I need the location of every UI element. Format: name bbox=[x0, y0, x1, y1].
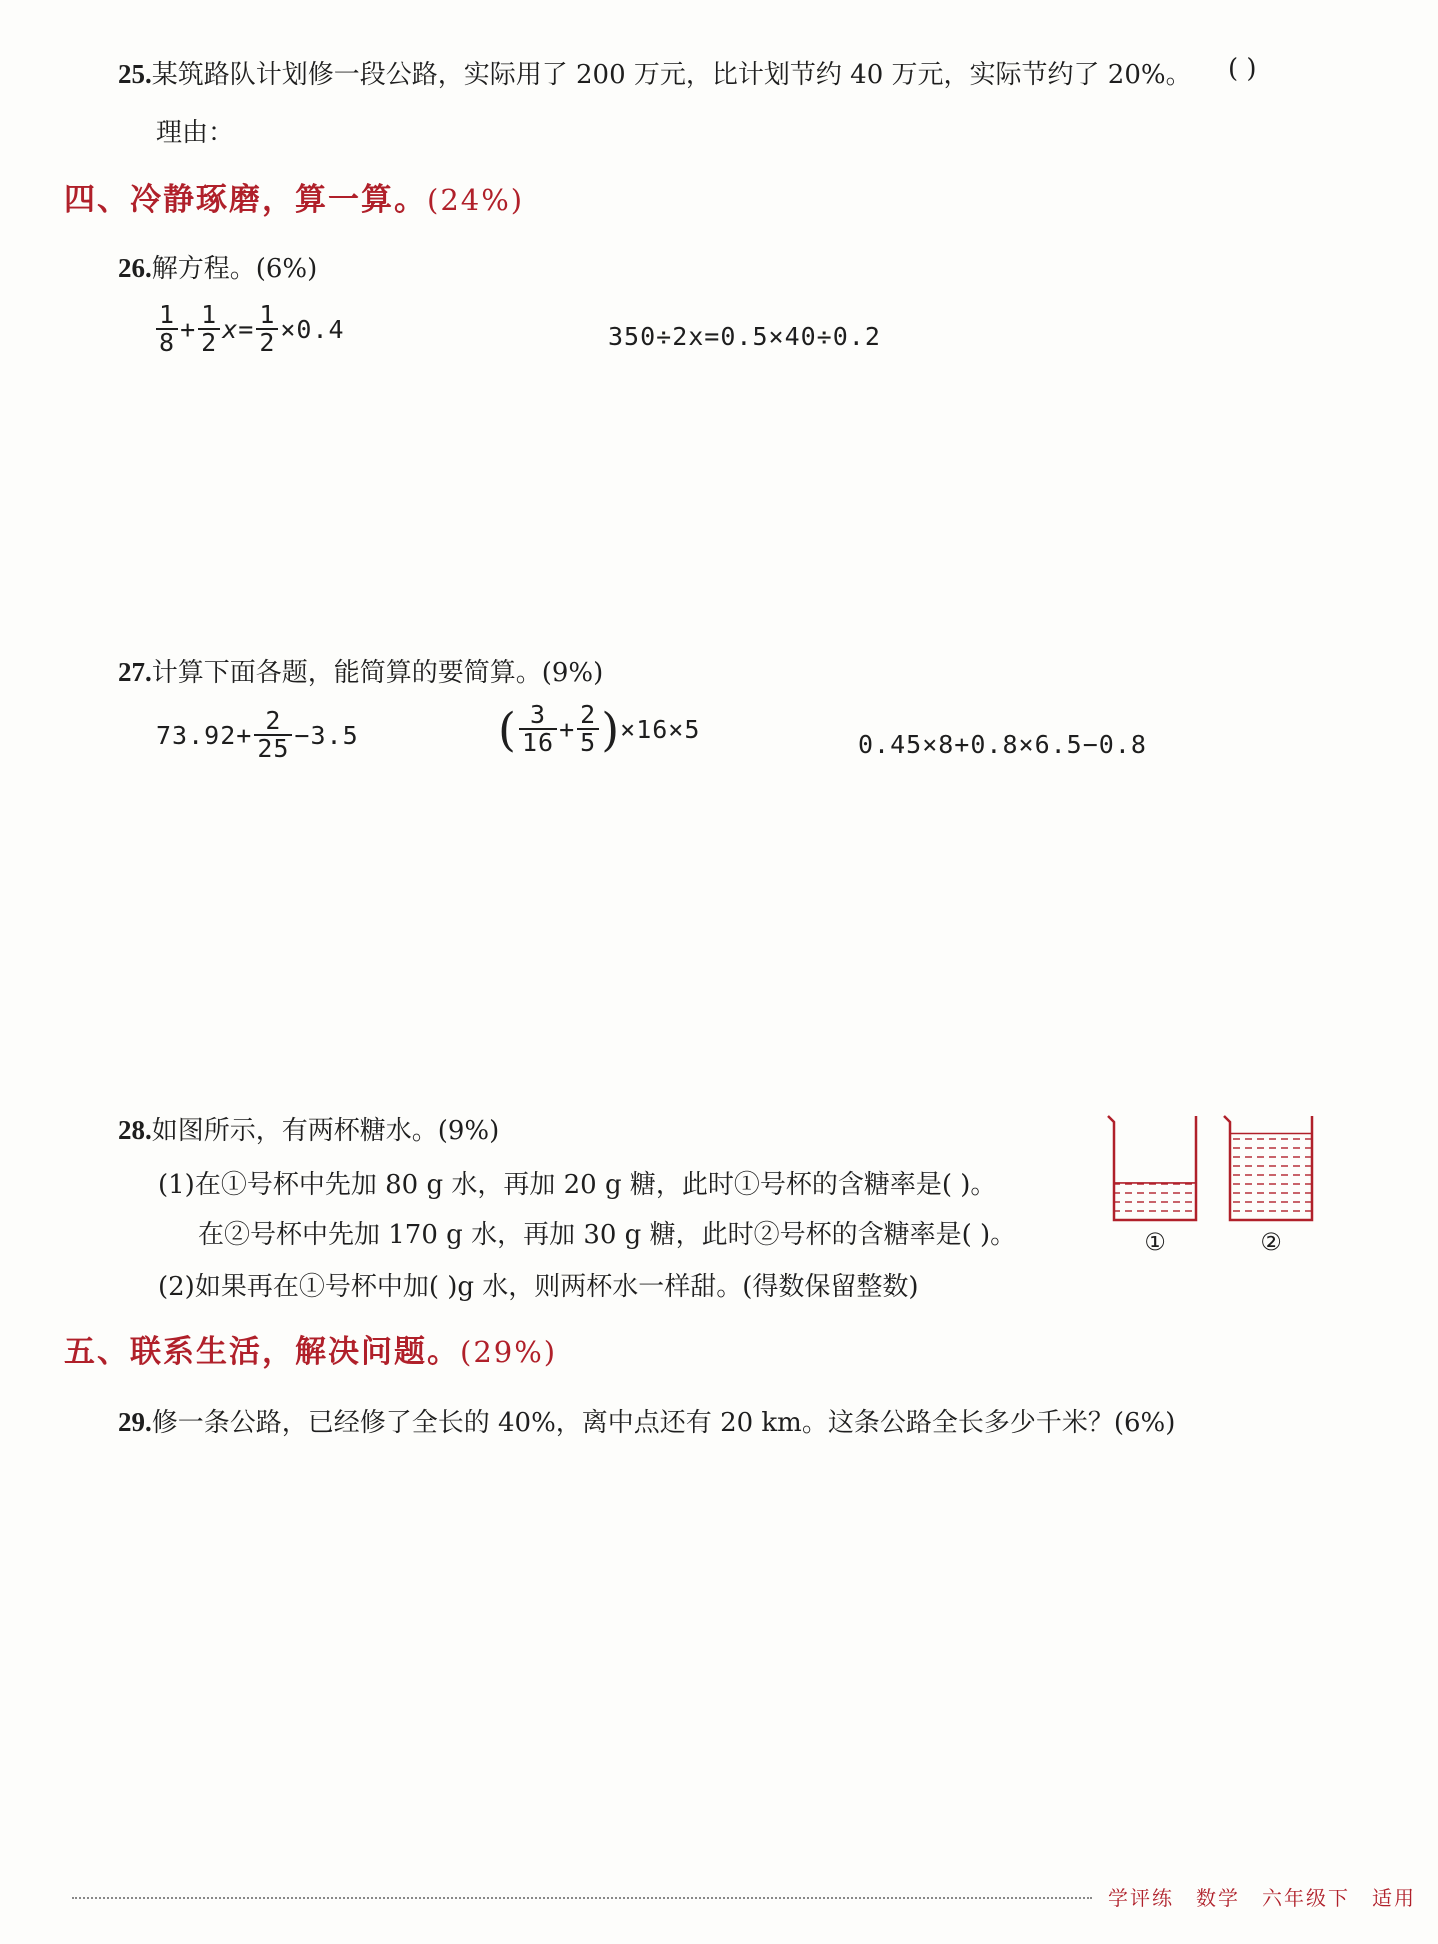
section-score: (24%) bbox=[427, 183, 525, 217]
q28-part2: (2)如果再在①号杯中加( )g 水，则两杯水一样甜。(得数保留整数) bbox=[158, 1272, 919, 1302]
question-number: 28. bbox=[118, 1115, 152, 1145]
fraction: $\frac{3}{16}$ bbox=[519, 702, 557, 757]
section-score: (29%) bbox=[460, 1335, 558, 1369]
cup-1-label: ① bbox=[1144, 1228, 1166, 1256]
q28-part1-line2: 在②号杯中先加 170 g 水，再加 30 g 糖，此时②号杯的含糖率是( )。 bbox=[198, 1220, 1017, 1250]
q27-line bbox=[118, 652, 603, 689]
cup-2 bbox=[1224, 1116, 1312, 1220]
q28-line bbox=[118, 1110, 499, 1147]
answer-blank[interactable]: ( ) bbox=[1228, 54, 1257, 84]
footer-brand: 学评练 bbox=[1108, 1886, 1174, 1910]
q28-part1-line1: (1)在①号杯中先加 80 g 水，再加 20 g 糖，此时①号杯的含糖率是( )。 bbox=[158, 1170, 997, 1200]
q25-line bbox=[118, 54, 1192, 91]
question-number: 29. bbox=[118, 1407, 152, 1437]
footer-edition: 适用 bbox=[1372, 1886, 1416, 1910]
fraction: $\frac{2}{25}$ bbox=[254, 708, 292, 763]
expression-2: ( $\frac{3}{16}$ + $\frac{2}{5}$ )×16×5 bbox=[498, 700, 701, 758]
question-text: 修一条公路，已经修了全长的 40%，离中点还有 20 km。这条公路全长多少千米？(6%) bbox=[151, 1408, 1176, 1438]
question-text: 解方程。(6%) bbox=[151, 254, 318, 284]
reason-label: 理由： bbox=[156, 118, 235, 148]
cup-2-water bbox=[1231, 1134, 1311, 1220]
footer-subject: 数学 bbox=[1196, 1886, 1240, 1910]
fraction: $\frac{1}{2}$ bbox=[198, 302, 220, 357]
q29-line bbox=[118, 1402, 1175, 1439]
question-text: 计算下面各题，能简算的要简算。(9%) bbox=[151, 658, 604, 688]
cup-1 bbox=[1108, 1116, 1196, 1220]
section-title: 五、联系生活，解决问题。 bbox=[64, 1334, 460, 1370]
section-title: 四、冷静琢磨，算一算。 bbox=[64, 182, 427, 218]
question-number: 26. bbox=[118, 253, 152, 283]
expression-1: 73.92+ $\frac{2}{25}$ −3.5 bbox=[156, 706, 359, 764]
fraction: $\frac{1}{8}$ bbox=[156, 302, 178, 357]
question-text: 某筑路队计划修一段公路，实际用了 200 万元，比计划节约 40 万元，实际节约了 20%。 bbox=[151, 60, 1192, 90]
question-number: 25. bbox=[118, 59, 152, 89]
cup-2-label: ② bbox=[1260, 1228, 1282, 1256]
equation-1: $\frac{1}{8}$ + $\frac{1}{2}$ x= $\frac{1}{2}$ ×0.4 bbox=[154, 302, 345, 357]
cups-figure bbox=[1100, 1108, 1320, 1258]
expression-3: 0.45×8+0.8×6.5−0.8 bbox=[858, 730, 1147, 759]
fraction: $\frac{2}{5}$ bbox=[577, 702, 599, 757]
section-5-heading bbox=[64, 1326, 557, 1371]
equation-2: 350÷2x=0.5×40÷0.2 bbox=[608, 322, 881, 351]
footer bbox=[1108, 1882, 1438, 1911]
question-number: 27. bbox=[118, 657, 152, 687]
question-text: 如图所示，有两杯糖水。(9%) bbox=[151, 1116, 500, 1146]
footer-grade: 六年级下 bbox=[1262, 1886, 1350, 1910]
cup-1-water bbox=[1115, 1183, 1195, 1219]
section-4-heading bbox=[64, 174, 524, 219]
q26-line bbox=[118, 248, 317, 285]
fraction: $\frac{1}{2}$ bbox=[256, 302, 278, 357]
footer-divider bbox=[72, 1897, 1092, 1899]
